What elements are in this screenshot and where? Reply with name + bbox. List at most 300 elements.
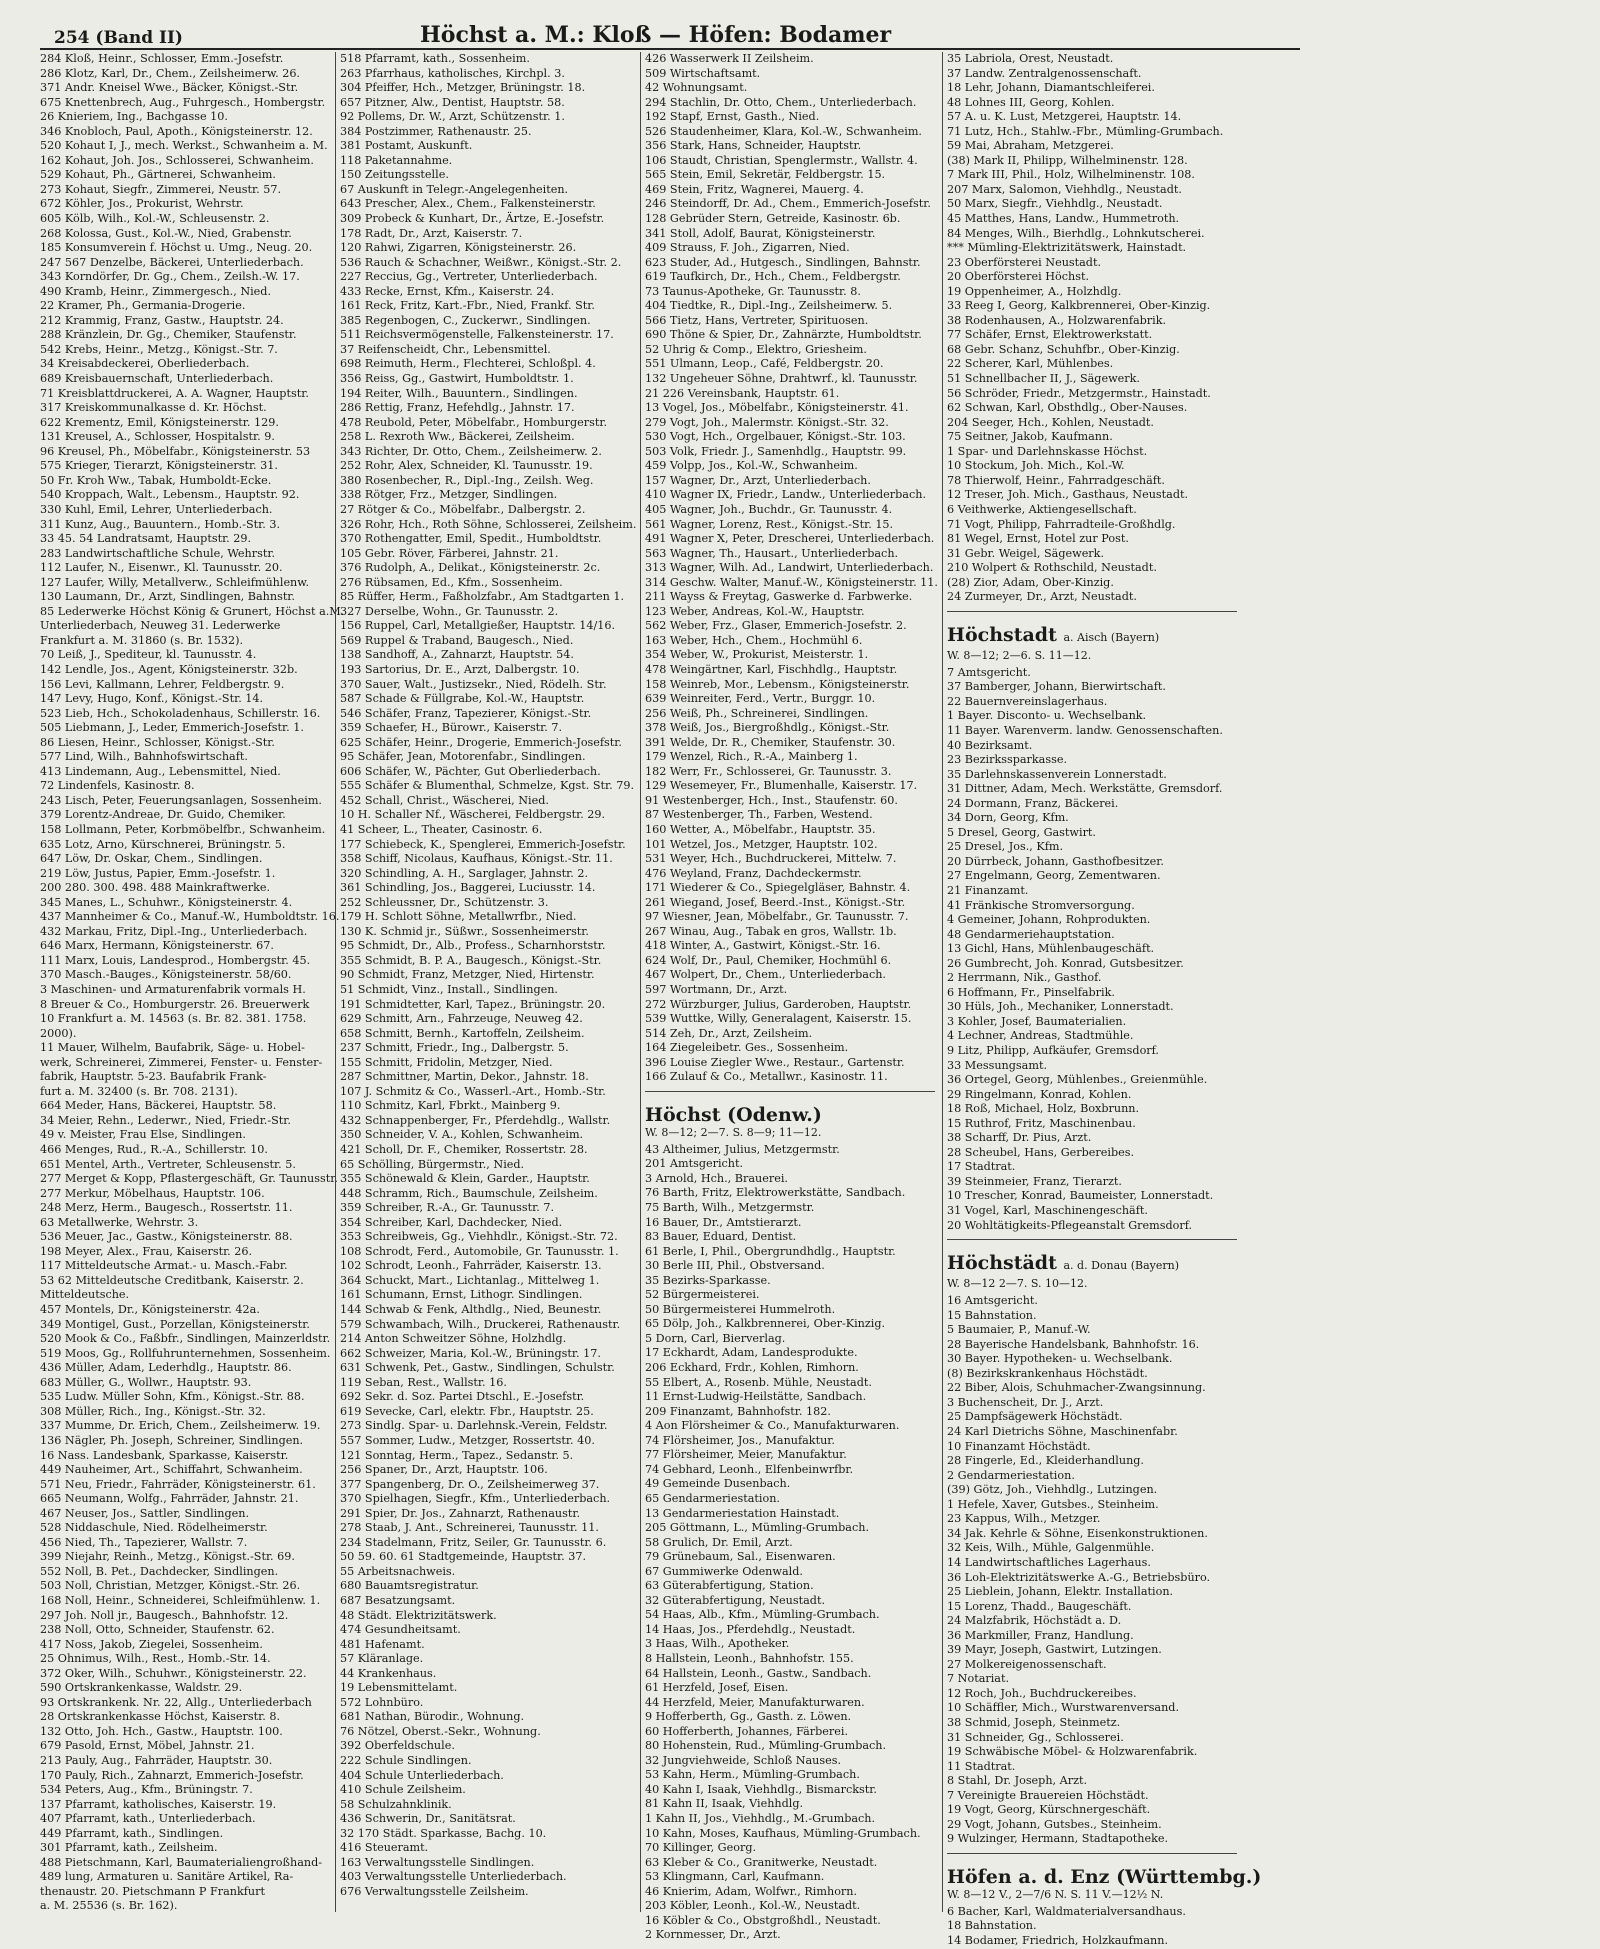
directory-entry: 619 Taufkirch, Dr., Hch., Chem., Feldbergstr.: [645, 270, 901, 284]
directory-entry: 529 Kohaut, Ph., Gärtnerei, Schwanheim.: [40, 168, 276, 182]
directory-entry: 20 Wohltätigkeits-Pflegeanstalt Gremsdorf.: [947, 1218, 1193, 1232]
directory-entry: 161 Schumann, Ernst, Lithogr. Sindlingen.: [340, 1288, 583, 1302]
directory-entry: 563 Wagner, Th., Hausart., Unterliederbach.: [645, 546, 899, 560]
directory-entry: 277 Merget & Kopp, Pflastergeschäft, Gr. Taunusstr.: [40, 1172, 338, 1186]
directory-entry: 639 Weinreiter, Ferd., Vertr., Burggr. 10.: [645, 692, 876, 706]
directory-entry: 74 Flörsheimer, Jos., Manufaktur.: [645, 1433, 835, 1447]
directory-entry: 379 Lorentz-Andreae, Dr. Guido, Chemiker.: [40, 808, 286, 822]
directory-entry: 55 Arbeitsnachweis.: [340, 1564, 456, 1578]
directory-entry: 76 Barth, Fritz, Elektrowerkstätte, Sandbach.: [645, 1186, 906, 1200]
directory-entry: 8 Breuer & Co., Homburgerstr. 26. Breuerwerk: [40, 997, 310, 1011]
directory-entry: 38 Rodenhausen, A., Holzwarenfabrik.: [947, 313, 1167, 327]
directory-entry: 392 Oberfeldschule.: [340, 1739, 455, 1753]
directory-entry: 49 Gemeinde Dusenbach.: [645, 1477, 791, 1491]
directory-entry: 448 Schramm, Rich., Baumschule, Zeilsheim.: [340, 1186, 598, 1200]
directory-entry: 158 Lollmann, Peter, Korbmöbelfbr., Schwanheim.: [40, 822, 326, 836]
directory-entry: 432 Schnappenberger, Fr., Pferdehdlg., Wallstr.: [340, 1113, 611, 1127]
directory-entry: 353 Schreibweis, Gg., Viehhdlr., Königst.-Str. 72.: [340, 1230, 618, 1244]
directory-entry: 380 Rosenbecher, R., Dipl.-Ing., Zeilsh. Weg.: [340, 473, 594, 487]
directory-entry: 2 Gendarmeriestation.: [947, 1468, 1075, 1482]
directory-entry: 623 Studer, Ad., Hutgesch., Sindlingen, Bahnstr.: [645, 255, 921, 269]
directory-entry: 19 Lebensmittelamt.: [340, 1681, 458, 1695]
directory-entry: 286 Rettig, Franz, Hefehdlg., Jahnstr. 17.: [340, 401, 575, 415]
directory-entry: 2 Kornmesser, Dr., Arzt.: [645, 1928, 781, 1942]
directory-entry: 346 Knobloch, Paul, Apoth., Königsteinerstr. 12.: [40, 124, 313, 138]
directory-entry: 19 Vogt, Georg, Kürschnergeschäft.: [947, 1803, 1151, 1817]
directory-entry: 273 Kohaut, Siegfr., Zimmerei, Neustr. 57.: [40, 182, 282, 196]
directory-entry: 3 Buchenscheit, Dr. J., Arzt.: [947, 1395, 1104, 1409]
directory-entry: 489 lung, Armaturen u. Sanitäre Artikel, Ra-: [40, 1870, 294, 1884]
directory-entry: 191 Schmidtetter, Karl, Tapez., Brüningstr. 20.: [340, 997, 606, 1011]
directory-entry: 23 Bezirkssparkasse.: [947, 753, 1068, 767]
directory-entry: 531 Weyer, Hch., Buchdruckerei, Mittelw. 7.: [645, 852, 897, 866]
directory-entry: 29 Ringelmann, Konrad, Kohlen.: [947, 1087, 1132, 1101]
directory-entry: fabrik, Hauptstr. 5-23. Baufabrik Frank-: [40, 1070, 267, 1084]
directory-entry: 534 Peters, Aug., Kfm., Brüningstr. 7.: [40, 1783, 253, 1797]
directory-entry: 681 Nathan, Bürodir., Wohnung.: [340, 1710, 525, 1724]
directory-entry: 432 Markau, Fritz, Dipl.-Ing., Unterliederbach.: [40, 924, 308, 938]
directory-entry: 337 Mumme, Dr. Erich, Chem., Zeilsheimerw. 19.: [40, 1419, 321, 1433]
directory-entry: 503 Noll, Christian, Metzger, Königst.-Str. 26.: [40, 1579, 301, 1593]
directory-entry: 514 Zeh, Dr., Arzt, Zeilsheim.: [645, 1026, 813, 1040]
directory-entry: 65 Schölling, Bürgermstr., Nied.: [340, 1157, 525, 1171]
directory-entry: 123 Weber, Andreas, Kol.-W., Hauptstr.: [645, 604, 865, 618]
directory-entry: 646 Marx, Hermann, Königsteinerstr. 67.: [40, 939, 274, 953]
directory-entry: 15 Bahnstation.: [947, 1308, 1037, 1322]
header-rule: [40, 48, 1300, 50]
directory-entry: 55 Elbert, A., Rosenb. Mühle, Neustadt.: [645, 1375, 872, 1389]
directory-entry: 679 Pasold, Ernst, Möbel, Jahnstr. 21.: [40, 1739, 255, 1753]
column-3: [645, 52, 938, 1942]
directory-entry: 204 Seeger, Hch., Kohlen, Neustadt.: [947, 415, 1154, 429]
directory-entry: 562 Weber, Frz., Glaser, Emmerich-Josefstr. 2.: [645, 619, 907, 633]
directory-entry: 569 Ruppel & Traband, Baugesch., Nied.: [340, 633, 574, 647]
directory-entry: 81 Kahn II, Isaak, Viehhdlg.: [645, 1797, 804, 1811]
directory-entry: 449 Nauheimer, Art., Schiffahrt, Schwanheim.: [40, 1463, 303, 1477]
directory-entry: 142 Lendle, Jos., Agent, Königsteinerstr. 32b.: [40, 662, 298, 676]
directory-entry: 403 Verwaltungsstelle Unterliederbach.: [340, 1870, 567, 1884]
directory-entry: 11 Bayer. Warenverm. landw. Genossenschaften.: [947, 723, 1223, 737]
directory-entry: 338 Rötger, Frz., Metzger, Sindlingen.: [340, 488, 558, 502]
column-1: [40, 52, 345, 1913]
directory-entry: 276 Rübsamen, Ed., Kfm., Sossenheim.: [340, 575, 563, 589]
directory-entry: 452 Schall, Christ., Wäscherei, Nied.: [340, 793, 549, 807]
directory-entry: 32 Keis, Wilh., Mühle, Galgenmühle.: [947, 1541, 1155, 1555]
directory-entry: 95 Schmidt, Dr., Alb., Profess., Scharnhorststr.: [340, 939, 606, 953]
directory-entry: 14 Landwirtschaftliches Lagerhaus.: [947, 1555, 1151, 1569]
directory-entry: 528 Niddaschule, Nied. Rödelheimerstr.: [40, 1521, 268, 1535]
directory-entry: 243 Lisch, Peter, Feuerungsanlagen, Sossenheim.: [40, 793, 322, 807]
directory-entry: 433 Recke, Ernst, Kfm., Kaiserstr. 24.: [340, 284, 555, 298]
directory-entry: 44 Krankenhaus.: [340, 1666, 437, 1680]
directory-entry: 10 Schäffler, Mich., Wurstwarenversand.: [947, 1701, 1180, 1715]
directory-entry: 211 Wayss & Freytag, Gaswerke d. Farbwerke.: [645, 590, 913, 604]
directory-entry: 288 Kränzlein, Dr. Gg., Chemiker, Staufenstr.: [40, 328, 297, 342]
directory-entry: 606 Schäfer, W., Pächter, Gut Oberliederbach.: [340, 764, 601, 778]
directory-entry: 200 280. 300. 498. 488 Mainkraftwerke.: [40, 881, 271, 895]
directory-entry: 25 Dresel, Jos., Kfm.: [947, 840, 1064, 854]
directory-entry: 287 Schmittner, Martin, Dekor., Jahnstr. 18.: [340, 1070, 589, 1084]
directory-entry: 120 Rahwi, Zigarren, Königsteinerstr. 26.: [340, 241, 577, 255]
directory-entry: 30 Hüls, Joh., Mechaniker, Lonnerstadt.: [947, 1000, 1174, 1014]
directory-entry: 91 Westenberger, Hch., Inst., Staufenstr. 60.: [645, 793, 898, 807]
directory-entry: 61 Herzfeld, Josef, Eisen.: [645, 1681, 789, 1695]
directory-entry: 14 Haas, Jos., Pferdehdlg., Neustadt.: [645, 1622, 856, 1636]
directory-entry: 11 Mauer, Wilhelm, Baufabrik, Säge- u. Hobel-: [40, 1041, 305, 1055]
directory-entry: 60 Hofferberth, Johannes, Färberei.: [645, 1724, 849, 1738]
directory-entry: 376 Rudolph, A., Delikat., Königsteinerstr. 2c.: [340, 561, 601, 575]
directory-entry: furt a. M. 32400 (s. Br. 708. 2131).: [40, 1084, 238, 1098]
directory-entry: 297 Joh. Noll jr., Baugesch., Bahnhofstr. 12.: [40, 1608, 289, 1622]
directory-entry: 31 Dittner, Adam, Mech. Werkstätte, Gremsdorf.: [947, 782, 1223, 796]
directory-entry: 129 Wesemeyer, Fr., Blumenhalle, Kaiserstr. 17.: [645, 779, 918, 793]
directory-entry: 162 Kohaut, Joh. Jos., Schlosserei, Schwanheim.: [40, 153, 314, 167]
directory-entry: 1 Spar- und Darlehnskasse Höchst.: [947, 444, 1148, 458]
directory-entry: 364 Schuckt, Mart., Lichtanlag., Mittelweg 1.: [340, 1273, 600, 1287]
page-number: 254 (Band II): [54, 28, 183, 48]
directory-entry: 80 Hohenstein, Rud., Mümling-Grumbach.: [645, 1739, 887, 1753]
directory-entry: 71 Kreisblattdruckerei, A. A. Wagner, Hauptstr.: [40, 386, 309, 400]
directory-entry: 96 Kreusel, Ph., Möbelfabr., Königsteinerstr. 53: [40, 444, 311, 458]
directory-entry: 575 Krieger, Tierarzt, Königsteinerstr. 31.: [40, 459, 278, 473]
directory-entry: 10 Trescher, Konrad, Baumeister, Lonnerstadt.: [947, 1189, 1214, 1203]
directory-entry: 474 Gesundheitsamt.: [340, 1623, 461, 1637]
directory-entry: 68 Gebr. Schanz, Schuhfbr., Ober-Kinzig.: [947, 342, 1180, 356]
directory-entry: 10 Finanzamt Höchstädt.: [947, 1439, 1091, 1453]
directory-entry: 42 Wohnungsamt.: [645, 81, 748, 95]
directory-entry: 86 Liesen, Heinr., Schlosser, Königst.-Str.: [40, 735, 275, 749]
directory-entry: 213 Pauly, Aug., Fahrräder, Hauptstr. 30.: [40, 1753, 273, 1767]
directory-entry: 12 Treser, Joh. Mich., Gasthaus, Neustadt.: [947, 488, 1189, 502]
directory-entry: 690 Thöne & Spier, Dr., Zahnärzte, Humboldtstr.: [645, 328, 922, 342]
directory-entry: (38) Mark II, Philipp, Wilhelminenstr. 128.: [947, 153, 1188, 167]
directory-entry: 76 Nötzel, Oberst.-Sekr., Wohnung.: [340, 1724, 541, 1738]
directory-entry: 179 Wenzel, Rich., R.-A., Mainberg 1.: [645, 750, 858, 764]
directory-entry: 10 H. Schaller Nf., Wäscherei, Feldbergstr. 29.: [340, 808, 606, 822]
directory-entry: 692 Sekr. d. Soz. Partei Dtschl., E.-Josefstr.: [340, 1390, 585, 1404]
directory-entry: 67 Gummiwerke Odenwald.: [645, 1564, 803, 1578]
directory-entry: 283 Landwirtschaftliche Schule, Wehrstr.: [40, 546, 276, 560]
directory-entry: 118 Paketannahme.: [340, 153, 453, 167]
directory-entry: 13 Gendarmeriestation Hainstadt.: [645, 1506, 840, 1520]
directory-entry: 128 Gebrüder Stern, Getreide, Kasinostr. 6b.: [645, 212, 901, 226]
directory-entry: 572 Lohnbüro.: [340, 1695, 424, 1709]
directory-entry: 605 Kölb, Wilh., Kol.-W., Schleusenstr. 2.: [40, 212, 270, 226]
directory-entry: 675 Knettenbrech, Aug., Fuhrgesch., Hombergstr.: [40, 95, 326, 109]
directory-entry: 539 Wuttke, Willy, Generalagent, Kaiserstr. 15.: [645, 1012, 912, 1026]
directory-entry: 409 Strauss, F. Joh., Zigarren, Nied.: [645, 241, 850, 255]
directory-entry: 1 Hefele, Xaver, Gutsbes., Steinheim.: [947, 1497, 1159, 1511]
directory-entry: 193 Sartorius, Dr. E., Arzt, Dalbergstr. 10.: [340, 662, 580, 676]
directory-entry: 26 Gumbrecht, Joh. Konrad, Gutsbesitzer.: [947, 956, 1184, 970]
directory-entry: 665 Neumann, Wolfg., Fahrräder, Jahnstr. 21.: [40, 1492, 299, 1506]
directory-entry: 565 Stein, Emil, Sekretär, Feldbergstr. 15.: [645, 168, 886, 182]
section-title-hoechst-odenw: Höchst (Odenw.): [645, 1103, 822, 1126]
directory-entry: 50 Fr. Kroh Ww., Tabak, Humboldt-Ecke.: [40, 473, 272, 487]
directory-entry: 28 Ortskrankenkasse Höchst, Kaiserstr. 8.: [40, 1710, 281, 1724]
directory-entry: 680 Bauamtsregistratur.: [340, 1579, 479, 1593]
directory-entry: 164 Ziegeleibetr. Ges., Sossenheim.: [645, 1041, 849, 1055]
directory-entry: 178 Radt, Dr., Arzt, Kaiserstr. 7.: [340, 226, 523, 240]
directory-entry: 17 Eckhardt, Adam, Landesprodukte.: [645, 1346, 858, 1360]
directory-entry: 39 Steinmeier, Franz, Tierarzt.: [947, 1174, 1122, 1188]
directory-entry: (8) Bezirkskrankenhaus Höchstädt.: [947, 1366, 1148, 1380]
directory-entry: 503 Volk, Friedr. J., Samenhdlg., Hauptstr. 99.: [645, 444, 907, 458]
directory-entry: (39) Götz, Joh., Viehhdlg., Lutzingen.: [947, 1483, 1158, 1497]
column-divider: [942, 52, 943, 1912]
directory-entry: 147 Levy, Hugo, Konf., Königst.-Str. 14.: [40, 692, 264, 706]
directory-entry: 27 Engelmann, Georg, Zementwaren.: [947, 869, 1161, 883]
directory-entry: 3 Maschinen- und Armaturenfabrik vormals H.: [40, 983, 306, 996]
directory-entry: 40 Kahn I, Isaak, Viehhdlg., Bismarckstr.: [645, 1782, 877, 1796]
directory-entry: 377 Spangenberg, Dr. O., Zeilsheimerweg 37.: [340, 1477, 600, 1491]
directory-entry: 624 Wolf, Dr., Paul, Chemiker, Hochmühl 6.: [645, 953, 892, 967]
directory-entry: 7 Notariat.: [947, 1672, 1010, 1686]
directory-entry: 16 Nass. Landesbank, Sparkasse, Kaiserstr.: [40, 1448, 289, 1462]
directory-entry: werk, Schreinerei, Zimmerei, Fenster- u. Fenster-: [40, 1055, 323, 1069]
directory-entry: 561 Wagner, Lorenz, Rest., Königst.-Str. 15.: [645, 517, 894, 531]
directory-entry: 45 Matthes, Hans, Landw., Hummetroth.: [947, 212, 1180, 226]
directory-entry: 370 Masch.-Bauges., Königsteinerstr. 58/60.: [40, 968, 292, 982]
directory-entry: 222 Schule Sindlingen.: [340, 1753, 472, 1767]
directory-entry: 326 Rohr, Hch., Roth Söhne, Schlosserei, Zeilsheim.: [340, 517, 637, 531]
directory-entry: 404 Tiedtke, R., Dipl.-Ing., Zeilsheimerw. 5.: [645, 299, 893, 313]
directory-entry: 457 Montels, Dr., Königsteinerstr. 42a.: [40, 1303, 260, 1317]
directory-entry: (28) Zior, Adam, Ober-Kinzig.: [947, 575, 1114, 589]
directory-entry: 37 Landw. Zentralgenossenschaft.: [947, 66, 1142, 80]
directory-entry: 30 Bayer. Hypotheken- u. Wechselbank.: [947, 1352, 1173, 1366]
directory-entry: 17 Stadtrat.: [947, 1160, 1016, 1174]
section-divider: [947, 611, 1237, 612]
directory-entry: 21 226 Vereinsbank, Hauptstr. 61.: [645, 386, 840, 400]
directory-entry: 519 Moos, Gg., Rollfuhrunternehmen, Sossenheim.: [40, 1346, 331, 1360]
directory-entry: 212 Krammig, Franz, Gastw., Hauptstr. 24.: [40, 313, 284, 327]
directory-entry: 131 Kreusel, A., Schlosser, Hospitalstr. 9.: [40, 430, 275, 444]
directory-entry: 38 Schmid, Joseph, Steinmetz.: [947, 1715, 1121, 1729]
directory-entry: 313 Wagner, Wilh. Ad., Landwirt, Unterliederbach.: [645, 561, 934, 575]
directory-entry: 132 Ungeheuer Söhne, Drahtwrf., kl. Taunusstr.: [645, 372, 918, 386]
directory-entry: 370 Sauer, Walt., Justizsekr., Nied, Rödelh. Str.: [340, 677, 607, 691]
directory-entry: 156 Ruppel, Carl, Metallgießer, Hauptstr. 14/16.: [340, 619, 616, 633]
directory-entry: 689 Kreisbauernschaft, Unterliederbach.: [40, 372, 274, 386]
directory-entry: 13 Vogel, Jos., Möbelfabr., Königsteinerstr. 41.: [645, 401, 909, 415]
directory-entry: 341 Stoll, Adolf, Baurat, Königsteinerstr.: [645, 226, 876, 240]
directory-entry: 205 Göttmann, L., Mümling-Grumbach.: [645, 1521, 870, 1535]
directory-entry: 61 Berle, I, Phil., Obergrundhdlg., Hauptstr.: [645, 1244, 896, 1258]
directory-entry: 5 Dorn, Carl, Bierverlag.: [645, 1331, 786, 1345]
directory-entry: 359 Schaefer, H., Bürowr., Kaiserstr. 7.: [340, 721, 563, 735]
directory-entry: *** Mümling-Elektrizitätswerk, Hainstadt.: [947, 241, 1187, 255]
directory-entry: 219 Löw, Justus, Papier, Emm.-Josefstr. 1.: [40, 866, 276, 880]
directory-entry: 83 Bauer, Eduard, Dentist.: [645, 1230, 797, 1244]
directory-entry: 58 Schulzahnklinik.: [340, 1797, 452, 1811]
directory-entry: 590 Ortskrankenkasse, Waldstr. 29.: [40, 1681, 243, 1695]
directory-entry: 19 Oppenheimer, A., Holzhdlg.: [947, 284, 1122, 298]
directory-entry: 160 Wetter, A., Möbelfabr., Hauptstr. 35.: [645, 822, 876, 836]
directory-entry: 284 Kloß, Heinr., Schlosser, Emm.-Josefstr.: [40, 52, 284, 65]
directory-entry: 505 Liebmann, J., Leder, Emmerich-Josefstr. 1.: [40, 721, 304, 735]
directory-entry: 87 Westenberger, Th., Farben, Westend.: [645, 808, 873, 822]
directory-entry: 138 Sandhoff, A., Zahnarzt, Hauptstr. 54.: [340, 648, 574, 662]
directory-entry: 155 Schmitt, Fridolin, Metzger, Nied.: [340, 1055, 553, 1069]
directory-entry: 50 Marx, Siegfr., Viehhdlg., Neustadt.: [947, 197, 1163, 211]
directory-entry: 418 Winter, A., Gastwirt, Königst.-Str. 16.: [645, 939, 881, 953]
directory-entry: 97 Wiesner, Jean, Möbelfabr., Gr. Taunusstr. 7.: [645, 910, 909, 924]
directory-entry: 237 Schmitt, Friedr., Ing., Dalbergstr. 5.: [340, 1041, 569, 1055]
directory-entry: 286 Klotz, Karl, Dr., Chem., Zeilsheimerw. 26.: [40, 66, 300, 80]
directory-entry: 207 Marx, Salomon, Viehhdlg., Neustadt.: [947, 182, 1182, 196]
directory-entry: 51 Schmidt, Vinz., Install., Sindlingen.: [340, 983, 558, 996]
directory-entry: 136 Nägler, Ph. Joseph, Schreiner, Sindlingen.: [40, 1433, 304, 1447]
directory-entry: 32 Jungviehweide, Schloß Nauses.: [645, 1753, 842, 1767]
directory-entry: 478 Weingärtner, Karl, Fischhdlg., Hauptstr.: [645, 662, 898, 676]
directory-entry: 70 Leiß, J., Spediteur, kl. Taunusstr. 4.: [40, 648, 257, 662]
directory-entry: 33 Reeg I, Georg, Kalkbrennerei, Ober-Kinzig.: [947, 299, 1211, 313]
directory-entry: 25 Dampfsägewerk Höchstädt.: [947, 1410, 1123, 1424]
directory-entry: 546 Schäfer, Franz, Tapezierer, Königst.-Str.: [340, 706, 592, 720]
directory-entry: 530 Vogt, Hch., Orgelbauer, Königst.-Str. 103.: [645, 430, 906, 444]
directory-entry: 358 Schiff, Nicolaus, Kaufhaus, Königst.-Str. 11.: [340, 852, 613, 866]
directory-entry: 192 Stapf, Ernst, Gasth., Nied.: [645, 110, 820, 124]
directory-entry: 456 Nied, Th., Tapezierer, Wallstr. 7.: [40, 1535, 248, 1549]
directory-entry: 391 Welde, Dr. R., Chemiker, Staufenstr. 30.: [645, 735, 896, 749]
directory-entry: 356 Reiss, Gg., Gastwirt, Humboldtstr. 1.: [340, 372, 574, 386]
directory-entry: 426 Wasserwerk II Zeilsheim.: [645, 52, 814, 65]
directory-entry: 182 Werr, Fr., Schlosserei, Gr. Taunusstr. 3.: [645, 764, 892, 778]
directory-entry: 625 Schäfer, Heinr., Drogerie, Emmerich-Josefstr.: [340, 735, 622, 749]
directory-entry: 41 Scheer, L., Theater, Casinostr. 6.: [340, 822, 543, 836]
directory-entry: 110 Schmitz, Karl, Fbrkt., Mainberg 9.: [340, 1099, 561, 1113]
directory-entry: 28 Scheubel, Hans, Gerbereibes.: [947, 1145, 1135, 1159]
directory-entry: 63 Güterabfertigung, Station.: [645, 1579, 814, 1593]
directory-entry: 65 Gendarmeriestation.: [645, 1491, 780, 1505]
page-header: [40, 18, 1290, 52]
directory-entry: 2 Herrmann, Nik., Gasthof.: [947, 971, 1102, 985]
directory-entry: 4 Gemeiner, Johann, Rohprodukten.: [947, 913, 1151, 927]
directory-entry: 267 Winau, Aug., Tabak en gros, Wallstr. 1b.: [645, 924, 897, 938]
directory-entry: 662 Schweizer, Maria, Kol.-W., Brüningstr. 17.: [340, 1346, 601, 1360]
directory-entry: 203 Köbler, Leonh., Kol.-W., Neustadt.: [645, 1899, 861, 1913]
directory-entry: 130 K. Schmid jr., Süßwr., Sossenheimerstr.: [340, 924, 589, 938]
directory-entry: 57 A. u. K. Lust, Metzgerei, Hauptstr. 14.: [947, 110, 1182, 124]
directory-entry: 467 Neuser, Jos., Sattler, Sindlingen.: [40, 1506, 250, 1520]
directory-entry: 7 Amtsgericht.: [947, 665, 1031, 679]
directory-entry: 540 Kroppach, Walt., Lebensm., Hauptstr. 92.: [40, 488, 300, 502]
directory-entry: 158 Weinreb, Mor., Lebensm., Königsteinerstr.: [645, 677, 910, 691]
directory-entry: 63 Metallwerke, Wehrstr. 3.: [40, 1215, 199, 1229]
directory-entry: 90 Schmidt, Franz, Metzger, Nied, Hirtenstr.: [340, 968, 595, 982]
directory-entry: 647 Löw, Dr. Oskar, Chem., Sindlingen.: [40, 852, 263, 866]
directory-entry: 33 Messungsamt.: [947, 1058, 1047, 1072]
directory-entry: 132 Otto, Joh. Hch., Gastw., Hauptstr. 100.: [40, 1724, 283, 1738]
directory-entry: 587 Schade & Füllgrabe, Kol.-W., Hauptstr.: [340, 692, 585, 706]
directory-entry: 1 Kahn II, Jos., Viehhdlg., M.-Grumbach.: [645, 1811, 876, 1825]
directory-entry: 10 Kahn, Moses, Kaufhaus, Mümling-Grumbach.: [645, 1826, 921, 1840]
directory-entry: 177 Schiebeck, K., Spenglerei, Emmerich-Josefstr.: [340, 837, 626, 851]
directory-entry: 551 Ulmann, Leop., Café, Feldbergstr. 20.: [645, 357, 884, 371]
directory-entry: 209 Finanzamt, Bahnhofstr. 182.: [645, 1404, 831, 1418]
directory-entry: 523 Lieb, Hch., Schokoladenhaus, Schillerstr. 16.: [40, 706, 321, 720]
directory-entry: 28 Fingerle, Ed., Kleiderhandlung.: [947, 1454, 1144, 1468]
directory-entry: 294 Stachlin, Dr. Otto, Chem., Unterliederbach.: [645, 95, 917, 109]
directory-entry: 263 Pfarrhaus, katholisches, Kirchpl. 3.: [340, 66, 565, 80]
directory-entry: 370 Rothengatter, Emil, Spedit., Humboldtstr.: [340, 532, 602, 546]
directory-entry: 198 Meyer, Alex., Frau, Kaiserstr. 26.: [40, 1244, 253, 1258]
directory-entry: 77 Flörsheimer, Meier, Manufaktur.: [645, 1448, 847, 1462]
directory-entry: 526 Staudenheimer, Klara, Kol.-W., Schwanheim.: [645, 124, 922, 138]
directory-entry: 30 Berle III, Phil., Obstversand.: [645, 1259, 825, 1273]
directory-entry: 43 Altheimer, Julius, Metzgermstr.: [645, 1142, 840, 1156]
running-title: Höchst a. M.: Kloß — Höfen: Bodamer: [420, 22, 892, 48]
directory-entry: 631 Schwenk, Pet., Gastw., Sindlingen, Schulstr.: [340, 1361, 615, 1375]
directory-entry: 106 Staudt, Christian, Spenglermstr., Wallstr. 4.: [645, 153, 918, 167]
directory-entry: 163 Verwaltungsstelle Sindlingen.: [340, 1855, 535, 1869]
directory-entry: 410 Schule Zeilsheim.: [340, 1783, 466, 1797]
directory-entry: 72 Lindenfels, Kasinostr. 8.: [40, 779, 195, 793]
directory-entry: 651 Mentel, Arth., Vertreter, Schleusenstr. 5.: [40, 1157, 296, 1171]
column-4: [947, 52, 1262, 1947]
directory-entry: 643 Prescher, Alex., Chem., Falkensteinerstr.: [340, 197, 596, 211]
directory-entry: 381 Postamt, Auskunft.: [340, 139, 473, 153]
directory-entry: 252 Rohr, Alex, Schneider, Kl. Taunusstr. 19.: [340, 459, 593, 473]
directory-entry: 22 Bauernvereinslagerhaus.: [947, 694, 1108, 708]
directory-entry: 161 Reck, Fritz, Kart.-Fbr., Nied, Frankf. Str.: [340, 299, 595, 313]
directory-entry: 32 170 Städt. Sparkasse, Bachg. 10.: [340, 1826, 547, 1840]
directory-entry: 16 Amtsgericht.: [947, 1294, 1038, 1308]
directory-entry: 4 Aon Flörsheimer & Co., Manufakturwaren.: [645, 1419, 900, 1433]
directory-entry: 478 Reubold, Peter, Möbelfabr., Homburgerstr.: [340, 415, 608, 429]
directory-entry: Mitteldeutsche.: [40, 1288, 130, 1302]
directory-entry: 672 Köhler, Jos., Prokurist, Wehrstr.: [40, 197, 244, 211]
directory-entry: 577 Lind, Wilh., Bahnhofswirtschaft.: [40, 750, 248, 764]
directory-entry: 59 Mai, Abraham, Metzgerei.: [947, 139, 1114, 153]
directory-entry: 24 Malzfabrik, Höchstädt a. D.: [947, 1614, 1122, 1628]
directory-entry: 40 Bezirksamt.: [947, 738, 1033, 752]
directory-entry: 105 Gebr. Röver, Färberei, Jahnstr. 21.: [340, 546, 559, 560]
directory-entry: 70 Killinger, Georg.: [645, 1841, 757, 1855]
directory-entry: 272 Würzburger, Julius, Garderoben, Hauptstr.: [645, 997, 912, 1011]
column-divider: [335, 52, 336, 1912]
directory-entry: 67 Auskunft in Telegr.-Angelegenheiten.: [340, 182, 569, 196]
directory-entry: 54 Haas, Alb., Kfm., Mümling-Grumbach.: [645, 1608, 880, 1622]
directory-entry: 24 Dormann, Franz, Bäckerei.: [947, 796, 1119, 810]
directory-entry: 35 Bezirks-Sparkasse.: [645, 1273, 771, 1287]
directory-entry: 112 Laufer, N., Eisenwr., Kl. Taunusstr. 20.: [40, 561, 283, 575]
directory-entry: 157 Wagner, Dr., Arzt, Unterliederbach.: [645, 473, 871, 487]
directory-entry: 65 Dölp, Joh., Kalkbrennerei, Ober-Kinzig.: [645, 1317, 886, 1331]
directory-entry: 557 Sommer, Ludw., Metzger, Rossertstr. 40.: [340, 1433, 595, 1447]
directory-entry: 92 Pollems, Dr. W., Arzt, Schützenstr. 1.: [340, 110, 565, 124]
directory-entry: 102 Schrodt, Leonh., Fahrräder, Kaiserstr. 13.: [340, 1259, 602, 1273]
directory-entry: 1 Bayer. Disconto- u. Wechselbank.: [947, 709, 1147, 723]
directory-entry: 201 Amtsgericht.: [645, 1157, 744, 1171]
directory-entry: 14 Bodamer, Friedrich, Holzkaufmann.: [947, 1933, 1169, 1947]
directory-entry: 687 Besatzungsamt.: [340, 1593, 456, 1607]
directory-entry: 32 Güterabfertigung, Neustadt.: [645, 1593, 825, 1607]
directory-entry: 121 Sonntag, Herm., Tapez., Sedanstr. 5.: [340, 1448, 574, 1462]
directory-entry: 206 Eckhard, Frdr., Kohlen, Rimhorn.: [645, 1361, 859, 1375]
section-hours: W. 8—12 2—7. S. 10—12.: [947, 1277, 1088, 1291]
directory-entry: 469 Stein, Fritz, Wagnerei, Mauerg. 4.: [645, 182, 864, 196]
section-title-hoefen: Höfen a. d. Enz (Württembg.): [947, 1865, 1262, 1888]
directory-entry: 619 Sevecke, Carl, elektr. Fbr., Hauptstr. 25.: [340, 1404, 594, 1418]
directory-entry: 355 Schönewald & Klein, Garder., Hauptstr.: [340, 1172, 590, 1186]
directory-entry: 21 Finanzamt.: [947, 883, 1029, 897]
directory-entry: 33 45. 54 Landratsamt, Hauptstr. 29.: [40, 532, 252, 546]
directory-entry: 301 Pfarramt, kath., Zeilsheim.: [40, 1841, 218, 1855]
directory-entry: 622 Krementz, Emil, Königsteinerstr. 129.: [40, 415, 279, 429]
directory-entry: 421 Scholl, Dr. F., Chemiker, Rossertstr. 28.: [340, 1143, 588, 1157]
